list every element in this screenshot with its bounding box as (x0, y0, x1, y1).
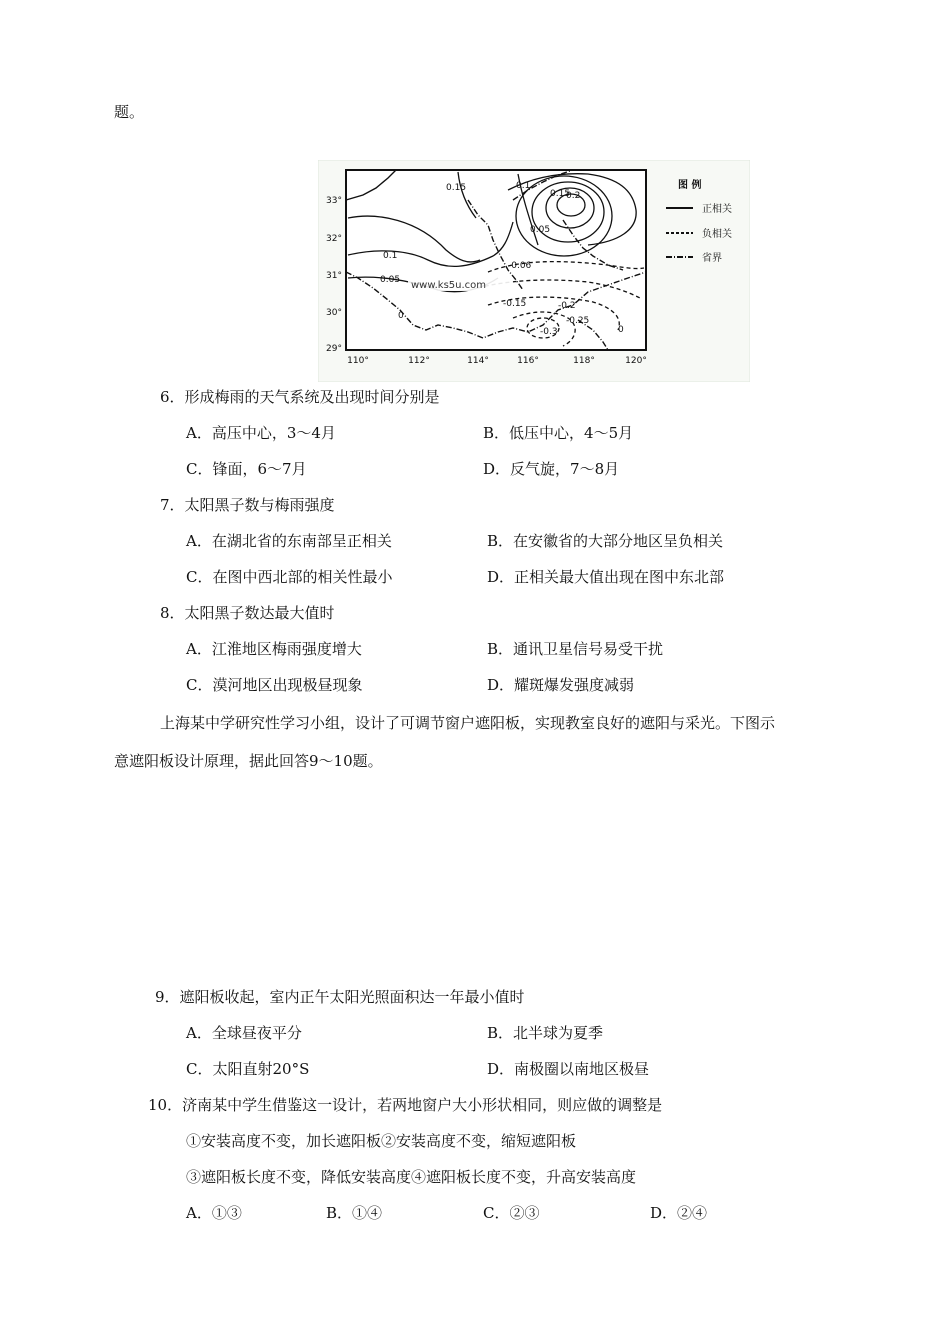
lon-label: 112° (408, 356, 430, 366)
passage-line-1: 上海某中学研究性学习小组，设计了可调节窗户遮阳板，实现教室良好的遮阳与采光。下图示 (160, 714, 776, 732)
q8-option-c: C．漠河地区出现极昼现象 (186, 676, 363, 694)
legend-title: 图 例 (678, 180, 702, 191)
q9-option-a: A．全球昼夜平分 (186, 1024, 302, 1042)
lat-label: 33° (326, 196, 342, 206)
q10-option-b: B．①④ (326, 1204, 383, 1222)
contour-label: 0.05 (530, 225, 551, 235)
q8-option-a: A．江淮地区梅雨强度增大 (186, 640, 362, 658)
watermark-text: www.ks5u.com (411, 280, 487, 291)
q6-option-d: D．反气旋，7～8月 (483, 460, 620, 478)
q7-stem: 7．太阳黑子数与梅雨强度 (160, 496, 335, 514)
contour-label: -0.06 (508, 261, 532, 271)
lat-label: 32° (326, 234, 342, 244)
q7-option-a: A．在湖北省的东南部呈正相关 (186, 532, 392, 550)
contour-label: -0.2 (558, 301, 576, 311)
lon-label: 120° (625, 356, 647, 366)
contour-label: 0.1 (383, 251, 398, 261)
q9-stem: 9．遮阳板收起，室内正午太阳光照面积达一年最小值时 (155, 988, 525, 1006)
q6-stem: 6．形成梅雨的天气系统及出现时间分别是 (160, 388, 440, 406)
intro-tail: 题。 (114, 103, 145, 121)
q9-option-b: B．北半球为夏季 (487, 1024, 604, 1042)
lat-label: 31° (326, 271, 342, 281)
passage-line-2: 意遮阳板设计原理，据此回答9～10题。 (114, 752, 383, 770)
lat-label: 29° (326, 344, 342, 354)
q10-option-c: C．②③ (483, 1204, 540, 1222)
q10-stem: 10．济南某中学生借鉴这一设计，若两地窗户大小形状相同，则应做的调整是 (148, 1096, 663, 1114)
contour-label: -0.3 (540, 327, 558, 337)
lat-label: 30° (326, 308, 342, 318)
q7-option-d: D．正相关最大值出现在图中东北部 (487, 568, 725, 586)
q10-statement-line-2: ③遮阳板长度不变，降低安装高度④遮阳板长度不变，升高安装高度 (186, 1168, 637, 1186)
q6-option-a: A．高压中心，3～4月 (186, 424, 336, 442)
q8-option-b: B．通讯卫星信号易受干扰 (487, 640, 664, 658)
meiyu-correlation-map (318, 160, 750, 382)
lon-label: 114° (467, 356, 489, 366)
q10-option-a: A．①③ (186, 1204, 242, 1222)
lon-label: 110° (347, 356, 369, 366)
contour-label: 0.1 (516, 181, 531, 191)
contour-label: 0.05 (380, 275, 401, 285)
q6-option-b: B．低压中心，4～5月 (483, 424, 634, 442)
contour-label: -0.15 (503, 299, 527, 309)
q10-statement-line-1: ①安装高度不变，加长遮阳板②安装高度不变，缩短遮阳板 (186, 1132, 577, 1150)
q9-option-c: C．太阳直射20°S (186, 1060, 310, 1078)
q10-option-d: D．②④ (650, 1204, 708, 1222)
q8-option-d: D．耀斑爆发强度减弱 (487, 676, 635, 694)
legend-border: 省界 (702, 253, 722, 264)
contour-label: 0.2 (566, 191, 581, 201)
legend-positive: 正相关 (702, 204, 732, 215)
q7-option-c: C．在图中西北部的相关性最小 (186, 568, 393, 586)
lon-label: 116° (517, 356, 539, 366)
contour-label: 0.15 (550, 189, 571, 199)
contour-label: 0.15 (446, 183, 467, 193)
contour-label: -0.25 (566, 316, 590, 326)
legend-negative: 负相关 (702, 229, 732, 240)
q8-stem: 8．太阳黑子数达最大值时 (160, 604, 335, 622)
q9-option-d: D．南极圈以南地区极昼 (487, 1060, 650, 1078)
q7-option-b: B．在安徽省的大部分地区呈负相关 (487, 532, 724, 550)
lon-label: 118° (573, 356, 595, 366)
q6-option-c: C．锋面，6～7月 (186, 460, 307, 478)
contour-label: 0 (618, 325, 624, 335)
contour-label: 0 (398, 311, 404, 321)
